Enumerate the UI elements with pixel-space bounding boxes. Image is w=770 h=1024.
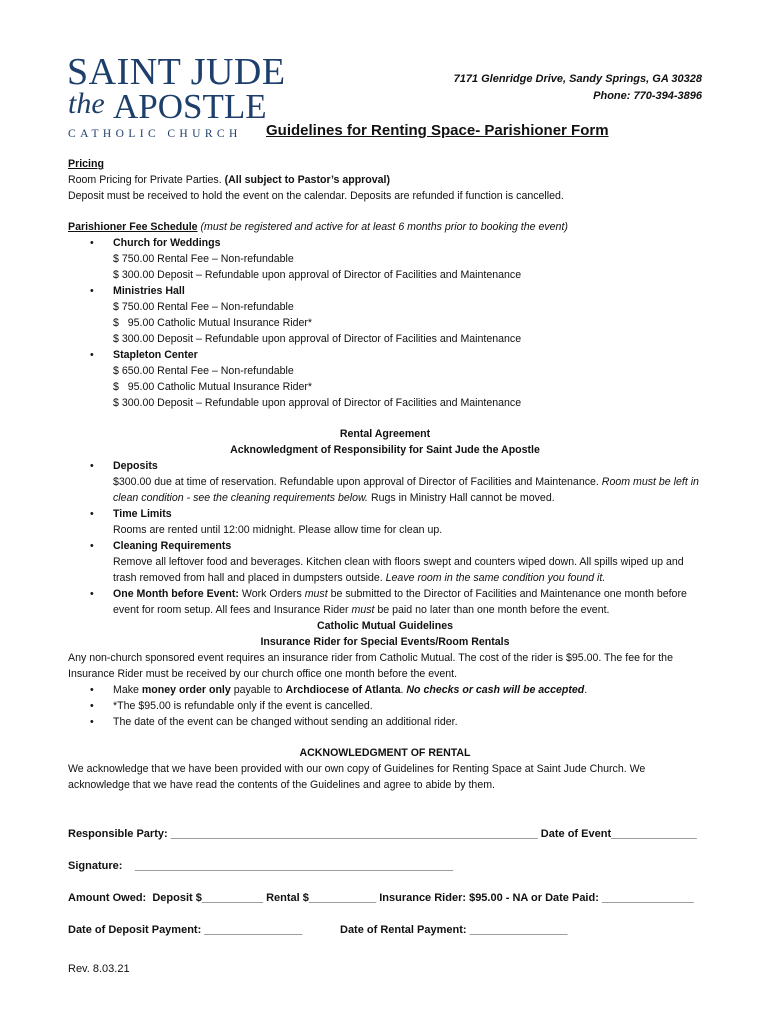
- one-month-text: [113, 586, 702, 618]
- deposits-italic: Room must be left in clean condition - see the cleaning requirements below.: [113, 476, 699, 504]
- amount-owed-field[interactable]: Amount Owed: Deposit $__________ Rental $___________ Insurance Rider: $95.00 - NA or Date Paid: _______________: [68, 892, 694, 904]
- fee-schedule-title: Parishioner Fee Schedule: [68, 221, 198, 233]
- insurance-bullet-bold: money order only: [141, 684, 231, 696]
- deposits-tail: Rugs in Ministry Hall cannot be moved.: [368, 492, 555, 504]
- pricing-text: Room Pricing for Private Parties.: [68, 174, 225, 186]
- rental-payment-date-field[interactable]: Date of Rental Payment: ________________: [340, 924, 568, 936]
- insurance-rider-heading: Insurance Rider for Special Events/Room Rentals: [260, 636, 510, 648]
- rental-agreement-list: [68, 458, 702, 618]
- responsible-party-field[interactable]: Responsible Party: ____________________________________________________________ Date of Event______________: [68, 828, 697, 840]
- cleaning-italic: Leave room in the same condition you found it.: [385, 572, 606, 584]
- cleaning-label: • Cleaning Requirements: [113, 540, 232, 552]
- pricing-line-2: Deposit must be received to hold the event on the calendar. Deposits are refunded if function is cancelled.: [68, 190, 564, 202]
- logo-apostle: APOSTLE: [113, 87, 267, 126]
- address-line: 7171 Glenridge Drive, Sandy Springs, GA 30328: [453, 73, 702, 85]
- deposits-text: [113, 474, 702, 506]
- insurance-bullet-bold: Archdiocese of Atlanta: [285, 684, 401, 696]
- list-item: [68, 506, 702, 538]
- deposit-payment-date-field[interactable]: Date of Deposit Payment: ________________: [68, 924, 303, 936]
- fee-line: $ 750.00 Rental Fee – Non-refundable: [113, 253, 294, 265]
- insurance-text: Any non-church sponsored event requires an insurance rider from Catholic Mutual. The cost of the rider is $95.00. The fee for the Insurance Rider must be received by our church office one month before the event.: [68, 652, 673, 680]
- list-item: [68, 586, 702, 618]
- cleaning-text: [113, 554, 702, 586]
- revision-label: Rev. 8.03.21: [68, 963, 130, 975]
- insurance-bullet-text: payable to: [230, 684, 286, 696]
- acknowledgment-heading: ACKNOWLEDGMENT OF RENTAL: [299, 747, 471, 759]
- document-body: [68, 156, 702, 793]
- fee-line: $ 650.00 Rental Fee – Non-refundable: [113, 365, 294, 377]
- pricing-heading: Pricing: [68, 158, 104, 170]
- deposits-label: • Deposits: [113, 460, 158, 472]
- fee-line: $ 300.00 Deposit – Refundable upon approval of Director of Facilities and Maintenance: [113, 269, 522, 281]
- logo-saint-jude: SAINT JUDE: [67, 51, 286, 93]
- insurance-bullet-text: Make: [113, 684, 142, 696]
- list-item: [68, 458, 702, 506]
- fee-schedule-heading: [68, 219, 702, 235]
- pricing-approval-note: (All subject to Pastor’s approval): [224, 174, 391, 186]
- one-month-body: be paid no later than one month before the event.: [374, 604, 610, 616]
- phone-line: Phone: 770-394-3896: [593, 90, 702, 102]
- signature-field[interactable]: ____________________________________________________: [135, 860, 454, 872]
- list-item: [68, 235, 702, 283]
- venue-name: • Church for Weddings: [113, 237, 221, 249]
- fee-schedule-note: (must be registered and active for at least 6 months prior to booking the event): [197, 221, 568, 233]
- one-month-body: be submitted to the Director of Facilities and Maintenance one month before event for room setup. All fees and Insurance Rider: [113, 588, 687, 616]
- fee-line: $ 300.00 Deposit – Refundable upon approval of Director of Facilities and Maintenance: [113, 333, 522, 345]
- list-item: [68, 283, 702, 347]
- one-month-body: Work Orders: [238, 588, 305, 600]
- list-item: [68, 347, 702, 411]
- insurance-bullet-warning: No checks or cash will be accepted: [406, 684, 585, 696]
- venue-name: • Ministries Hall: [113, 285, 185, 297]
- address-block: [454, 71, 702, 105]
- fee-line: $ 750.00 Rental Fee – Non-refundable: [113, 301, 294, 313]
- acknowledgment-text: We acknowledge that we have been provided with our own copy of Guidelines for Renting Space at Saint Jude Church. We acknowledge that we have read the contents of the Guidelines and agree to abide by them.: [68, 763, 646, 791]
- venue-name: • Stapleton Center: [113, 349, 198, 361]
- list-item: • The date of the event can be changed without sending an additional rider.: [68, 714, 702, 730]
- catholic-mutual-heading: Catholic Mutual Guidelines: [317, 620, 453, 632]
- fee-line: $ 300.00 Deposit – Refundable upon approval of Director of Facilities and Maintenance: [113, 397, 522, 409]
- acknowledgment-responsibility-heading: Acknowledgment of Responsibility for Saint Jude the Apostle: [230, 444, 540, 456]
- one-month-italic: must: [351, 604, 375, 616]
- insurance-bullet-text: .: [400, 684, 407, 696]
- fee-schedule-list: [68, 235, 702, 411]
- rental-agreement-heading: Rental Agreement: [339, 428, 431, 440]
- list-item: • *The $95.00 is refundable only if the event is cancelled.: [68, 698, 702, 714]
- page-title: Guidelines for Renting Space- Parishioner Form: [266, 122, 609, 139]
- time-limits-text: Rooms are rented until 12:00 midnight. Please allow time for clean up.: [113, 524, 443, 536]
- time-limits-label: • Time Limits: [113, 508, 172, 520]
- list-item: [68, 682, 702, 698]
- one-month-italic: must: [304, 588, 328, 600]
- signature-label: Signature:: [68, 860, 123, 872]
- logo-the: the: [68, 87, 105, 120]
- fee-line: $ 95.00 Catholic Mutual Insurance Rider*: [113, 317, 313, 329]
- pricing-line-1: [68, 172, 702, 188]
- list-item: [68, 538, 702, 586]
- insurance-list: [68, 682, 702, 730]
- one-month-label: One Month before Event:: [113, 588, 239, 600]
- deposits-body: $300.00 due at time of reservation. Refundable upon approval of Director of Facilities and Maintenance.: [113, 476, 602, 488]
- logo-catholic-church: CATHOLIC CHURCH: [68, 128, 242, 140]
- insurance-bullet-text: .: [584, 684, 588, 696]
- cleaning-body: Remove all leftover food and beverages. Kitchen clean with floors swept and counters wiped down. All spills wiped up and trash removed from hall and placed in dumpsters outside.: [113, 556, 684, 584]
- fee-line: $ 95.00 Catholic Mutual Insurance Rider*: [113, 381, 313, 393]
